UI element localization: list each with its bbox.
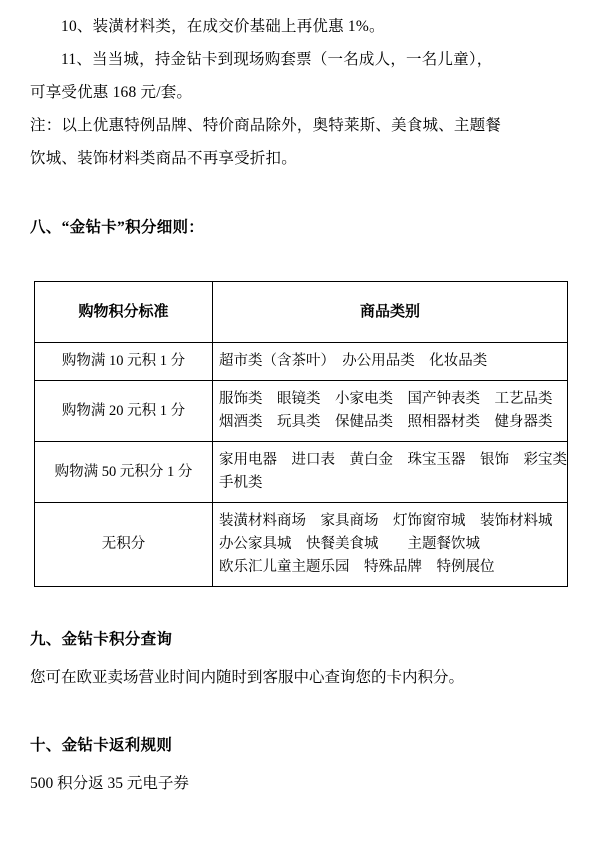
paragraph-item-10: 10、装潢材料类，在成交价基础上再优惠 1%。: [61, 18, 385, 35]
cell-category-line: 家用电器 进口表 黄白金 珠宝玉器 银饰 彩宝类: [219, 452, 567, 468]
cell-standard: 购物满 20 元积 1 分: [35, 381, 213, 442]
cell-category-line: 手机类: [219, 475, 263, 491]
heading-section-nine: 九、金钻卡积分查询: [30, 631, 173, 648]
spacer: [30, 243, 570, 281]
cell-category: [213, 442, 568, 503]
paragraph-note-line-2: 饮城、装饰材料类商品不再享受折扣。: [30, 150, 297, 167]
cell-category: [213, 381, 568, 442]
table-header-standard: 购物积分标准: [35, 282, 213, 343]
cell-category-line: 服饰类 眼镜类 小家电类 国产钟表类 工艺品类: [219, 391, 553, 407]
paragraph-section-nine-body: 您可在欧亚卖场营业时间内随时到客服中心查询您的卡内积分。: [30, 669, 465, 686]
cell-category: [213, 343, 568, 381]
spacer: [30, 587, 570, 625]
table-header-row: [35, 282, 568, 343]
cell-category-line: 装潢材料商场 家具商场 灯饰窗帘城 装饰材料城: [219, 513, 553, 529]
cell-category-line: 烟酒类 玩具类 保健品类 照相器材类 健身器类: [219, 414, 553, 430]
cell-standard: 无积分: [35, 503, 213, 587]
points-rules-table: [34, 281, 568, 587]
cell-category-line: 办公家具城 快餐美食城 主题餐饮城: [219, 536, 480, 552]
heading-section-ten: 十、金钻卡返利规则: [30, 737, 173, 754]
table-row: [35, 442, 568, 503]
table-header-category: 商品类别: [213, 282, 568, 343]
spacer: [30, 693, 570, 731]
spacer: [30, 761, 570, 769]
cell-category: [213, 503, 568, 587]
spacer: [30, 655, 570, 663]
table-row: [35, 503, 568, 587]
table-row: [35, 343, 568, 381]
paragraph-item-11: 11、当当城，持金钻卡到现场购套票（一名成人，一名儿童），: [61, 51, 493, 68]
cell-category-line: 超市类（含茶叶） 办公用品类 化妆品类: [219, 353, 488, 369]
heading-section-eight: 八、“金钻卡”积分细则：: [30, 219, 205, 236]
paragraph-item-11-continued: 可享受优惠 168 元/套。: [30, 84, 193, 101]
paragraph-section-ten-body: 500 积分返 35 元电子券: [30, 775, 189, 792]
cell-category-line: 欧乐汇儿童主题乐园 特殊品牌 特例展位: [219, 559, 495, 575]
cell-standard: 购物满 10 元积 1 分: [35, 343, 213, 381]
cell-standard: 购物满 50 元积分 1 分: [35, 442, 213, 503]
table-row: [35, 381, 568, 442]
spacer: [30, 175, 570, 213]
paragraph-note-line-1: 注：以上优惠特例品牌、特价商品除外，奥特莱斯、美食城、主题餐: [30, 117, 502, 134]
